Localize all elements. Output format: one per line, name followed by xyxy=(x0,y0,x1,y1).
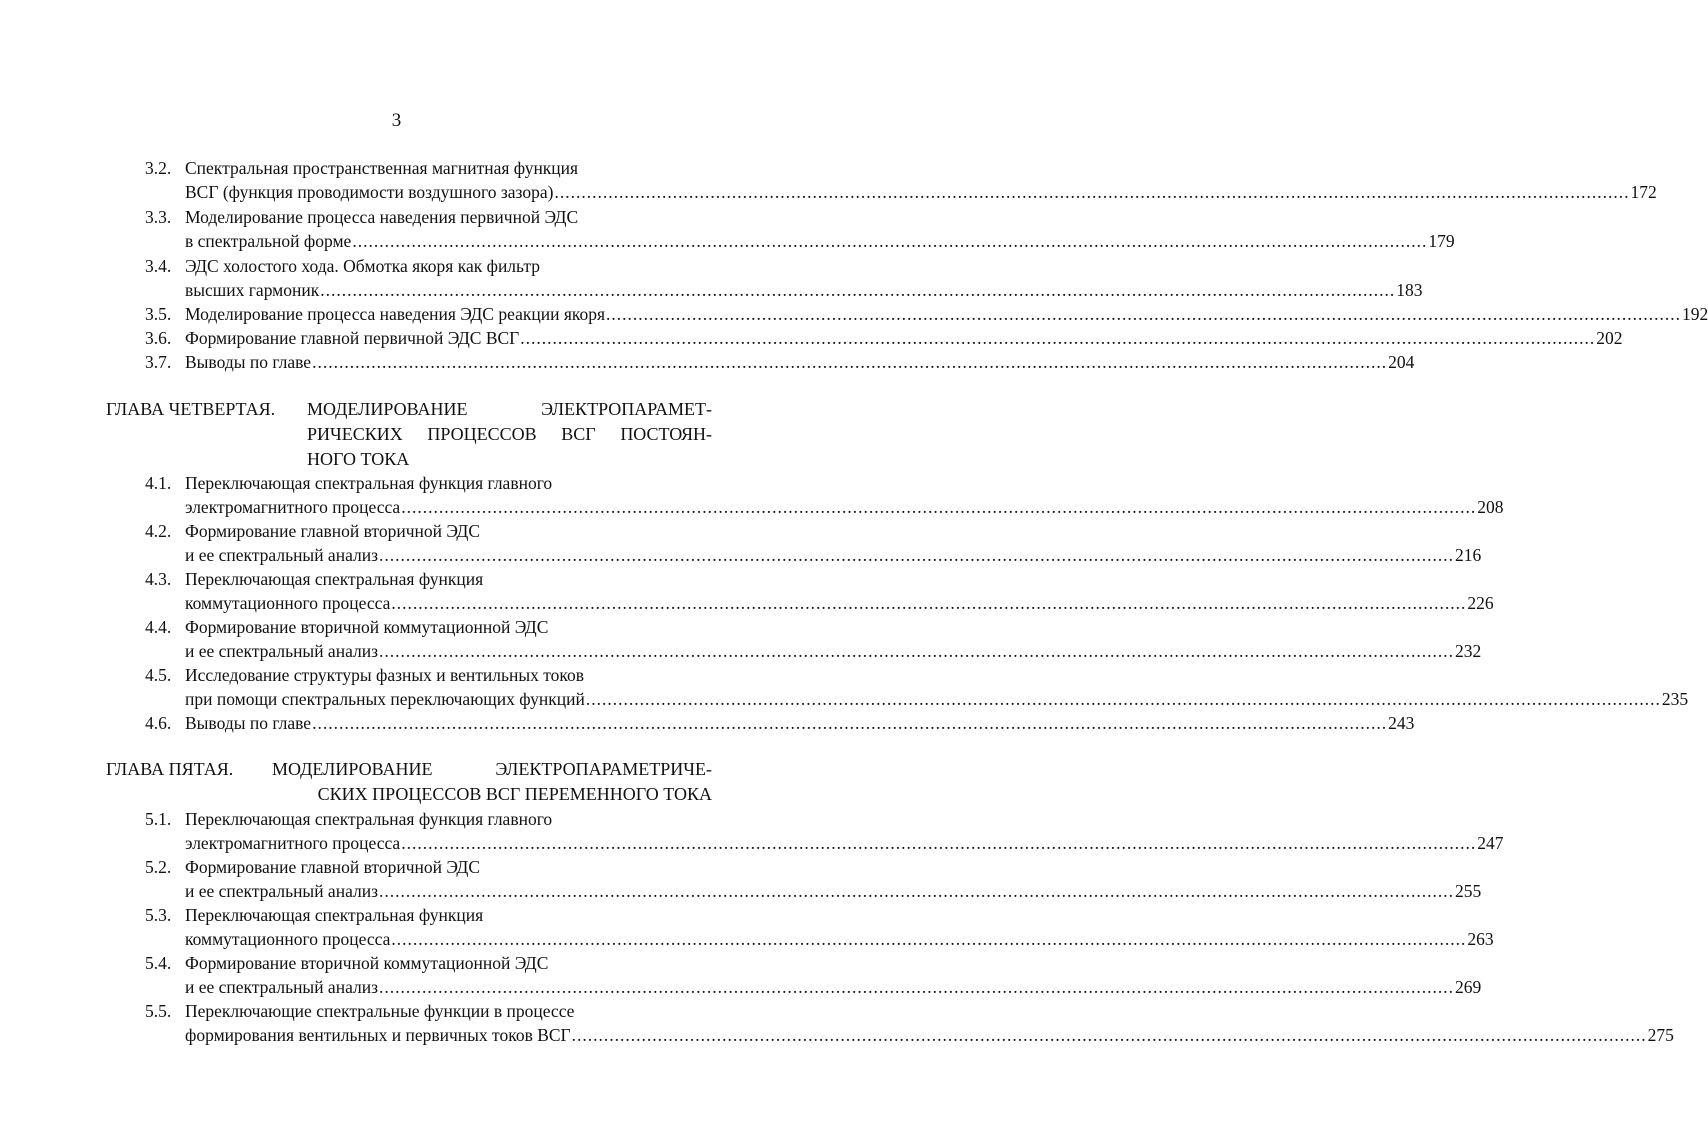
entry-title: и ее спектральный анализ xyxy=(185,641,378,661)
entry-page: 275 xyxy=(1647,1025,1674,1045)
entry-title-line: Формирование главной вторичной ЭДС xyxy=(185,521,481,541)
entry-number: 5.1. xyxy=(145,809,172,829)
entry-title: Выводы по главе xyxy=(185,352,312,372)
entry-title: ВСГ (функция проводимости воздушного зазора) xyxy=(185,182,554,202)
entry-title: Формирование главной первичной ЭДС ВСГ xyxy=(185,328,520,348)
dot-leader: ........................................................................................................................................................................................................ xyxy=(391,593,1467,613)
dot-leader: ........................................................................................................................................................................................................ xyxy=(391,929,1467,949)
entry-page: 243 xyxy=(1388,713,1415,733)
chapter-title-word: РИЧЕСКИХ xyxy=(307,424,403,444)
dot-leader: ........................................................................................................................................................................................................ xyxy=(554,182,1630,202)
entry-number: 4.3. xyxy=(145,569,172,589)
entry-page: 172 xyxy=(1630,182,1657,202)
entry-page: 202 xyxy=(1596,328,1623,348)
entry-page: 235 xyxy=(1661,689,1689,709)
entry-page: 232 xyxy=(1455,641,1482,661)
entry-title: Выводы по главе xyxy=(185,713,312,733)
chapter-title-word: МОДЕЛИРОВАНИЕ xyxy=(272,759,433,779)
dot-leader: ........................................................................................................................................................................................................ xyxy=(401,833,1477,853)
entry-number: 4.6. xyxy=(145,713,172,733)
chapter-title-word: ЭЛЕКТРОПАРАМЕТРИЧЕ- xyxy=(495,759,712,779)
entry-title: формирования вентильных и первичных токов ВСГ xyxy=(185,1025,571,1045)
entry-number: 4.2. xyxy=(145,521,172,541)
entry-page: 183 xyxy=(1396,280,1423,300)
entry-title-line: Спектральная пространственная магнитная функция xyxy=(185,158,579,178)
entry-title-line: Переключающая спектральная функция главного xyxy=(185,809,553,829)
entry-title-line: Формирование вторичной коммутационной ЭДС xyxy=(185,617,549,637)
entry-number: 4.5. xyxy=(145,665,172,685)
entry-page: 216 xyxy=(1455,545,1482,565)
entry-title-line: Переключающая спектральная функция xyxy=(185,569,484,589)
entry-number: 3.3. xyxy=(145,207,172,227)
chapter-title-word: ПРОЦЕССОВ xyxy=(427,424,537,444)
entry-number: 3.5. xyxy=(145,304,172,324)
entry-title: высших гармоник xyxy=(185,280,320,300)
entry-number: 5.2. xyxy=(145,857,172,877)
entry-number: 3.7. xyxy=(145,352,172,372)
entry-number: 5.5. xyxy=(145,1001,172,1021)
entry-number: 4.4. xyxy=(145,617,172,637)
entry-title: и ее спектральный анализ xyxy=(185,977,378,997)
dot-leader: ........................................................................................................................................................................................................ xyxy=(312,713,1388,733)
dot-leader: ........................................................................................................................................................................................................ xyxy=(352,231,1428,251)
dot-leader: ........................................................................................................................................................................................................ xyxy=(312,352,1388,372)
chapter-title-line: НОГО ТОКА xyxy=(307,449,410,469)
dot-leader: ........................................................................................................................................................................................................ xyxy=(401,497,1477,517)
dot-leader: ........................................................................................................................................................................................................ xyxy=(379,641,1454,661)
entry-title-line: Переключающая спектральная функция главного xyxy=(185,473,553,493)
entry-title-line: Моделирование процесса наведения первичной ЭДС xyxy=(185,207,579,227)
dot-leader: ........................................................................................................................................................................................................ xyxy=(379,977,1454,997)
entry-title-line: ЭДС холостого хода. Обмотка якоря как фильтр xyxy=(185,256,540,276)
entry-title-line: Исследование структуры фазных и вентильных токов xyxy=(185,665,585,685)
chapter-title-word: ПОСТОЯН- xyxy=(620,424,712,444)
entry-page: 269 xyxy=(1455,977,1482,997)
entry-title: и ее спектральный анализ xyxy=(185,881,378,901)
entry-number: 5.4. xyxy=(145,953,172,973)
entry-title-line: Формирование вторичной коммутационной ЭДС xyxy=(185,953,549,973)
chapter-label: ГЛАВА ЧЕТВЕРТАЯ. xyxy=(106,399,276,419)
chapter-title-word: МОДЕЛИРОВАНИЕ xyxy=(307,399,468,419)
entry-page: 263 xyxy=(1467,929,1494,949)
entry-page: 179 xyxy=(1428,231,1455,251)
entry-page: 226 xyxy=(1467,593,1494,613)
entry-title-line: Переключающие спектральные функции в процессе xyxy=(185,1001,575,1021)
entry-page: 247 xyxy=(1477,833,1504,853)
entry-title: электромагнитного процесса xyxy=(185,497,401,517)
dot-leader: ........................................................................................................................................................................................................ xyxy=(379,545,1454,565)
entry-number: 3.4. xyxy=(145,256,172,276)
dot-leader: ........................................................................................................................................................................................................ xyxy=(585,689,1661,709)
entry-title: коммутационного процесса xyxy=(185,593,391,613)
entry-title: и ее спектральный анализ xyxy=(185,545,378,565)
entry-page: 192 xyxy=(1682,304,1708,324)
dot-leader: ........................................................................................................................................................................................................ xyxy=(320,280,1396,300)
entry-number: 3.2. xyxy=(145,158,172,178)
dot-leader: ........................................................................................................................................................................................................ xyxy=(379,881,1454,901)
entry-title: Моделирование процесса наведения ЭДС реакции якоря xyxy=(185,304,606,324)
entry-page: 208 xyxy=(1477,497,1504,517)
entry-number: 5.3. xyxy=(145,905,172,925)
entry-title: в спектральной форме xyxy=(185,231,352,251)
entry-page: 255 xyxy=(1455,881,1482,901)
entry-title-line: Формирование главной вторичной ЭДС xyxy=(185,857,481,877)
entry-title: электромагнитного процесса xyxy=(185,833,401,853)
entry-title-line: Переключающая спектральная функция xyxy=(185,905,484,925)
chapter-title-word: ЭЛЕКТРОПАРАМЕТ- xyxy=(541,399,712,419)
dot-leader: ........................................................................................................................................................................................................ xyxy=(520,328,1596,348)
chapter-label: ГЛАВА ПЯТАЯ. xyxy=(106,759,234,779)
entry-title: при помощи спектральных переключающих функций xyxy=(185,689,585,709)
dot-leader: ........................................................................................................................................................................................................ xyxy=(606,304,1682,324)
entry-number: 4.1. xyxy=(145,473,172,493)
entry-page: 204 xyxy=(1388,352,1415,372)
entry-title: коммутационного процесса xyxy=(185,929,391,949)
chapter-title-line: СКИХ ПРОЦЕССОВ ВСГ ПЕРЕМЕННОГО ТОКА xyxy=(317,784,712,804)
entry-number: 3.6. xyxy=(145,328,172,348)
page-number: 3 xyxy=(391,110,402,131)
dot-leader: ........................................................................................................................................................................................................ xyxy=(571,1025,1647,1045)
chapter-title-word: ВСГ xyxy=(561,424,596,444)
